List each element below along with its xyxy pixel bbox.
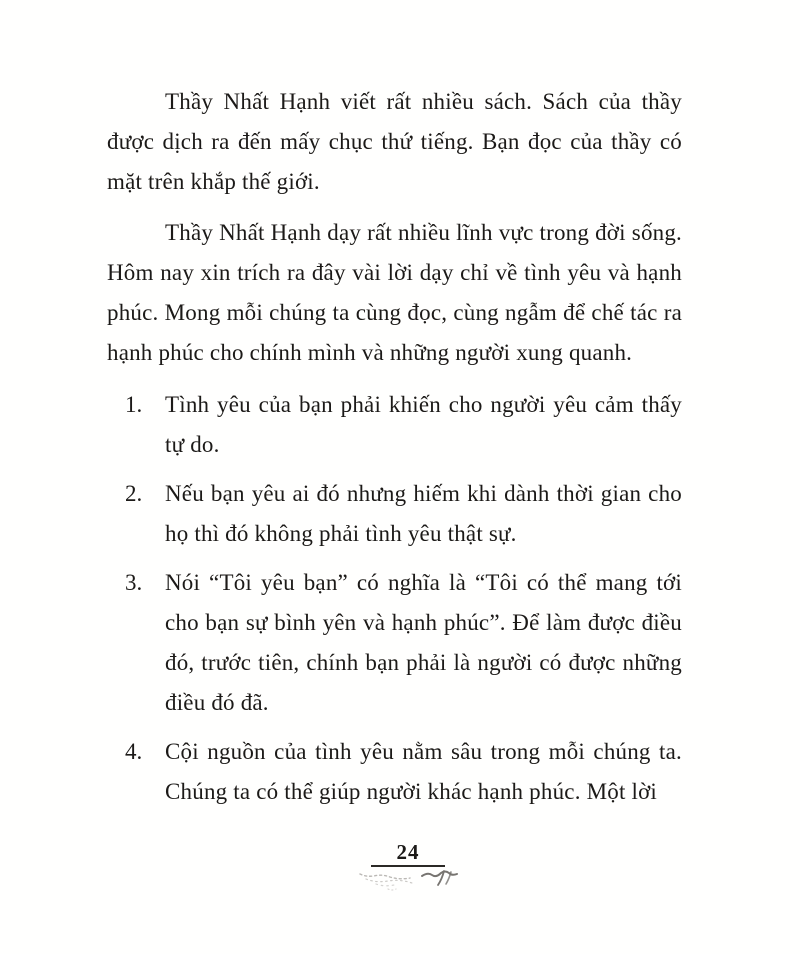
list-item-text: Tình yêu của bạn phải khiến cho người yêu cảm thấy tự do. <box>165 392 682 457</box>
page-footer <box>0 840 800 892</box>
list-item <box>125 732 682 812</box>
list-item-number: 1. <box>125 392 143 417</box>
paragraph-1: Thầy Nhất Hạnh viết rất nhiều sách. Sách của thầy được dịch ra đến mấy chục thứ tiếng. Bạn đọc của thầy có mặt trên khắp thế giới. <box>107 89 682 194</box>
list-item-text: Nói “Tôi yêu bạn” có nghĩa là “Tôi có thể mang tới cho bạn sự bình yên và hạnh phúc”. Để làm được điều đó, trước tiên, chính bạn phải là người có được những điều đó đã. <box>165 570 682 715</box>
list-item-number: 3. <box>125 570 143 595</box>
list-item-number: 4. <box>125 739 143 764</box>
list-item-text: Nếu bạn yêu ai đó nhưng hiếm khi dành thời gian cho họ thì đó không phải tình yêu thật sự. <box>165 481 682 546</box>
numbered-list <box>107 385 682 812</box>
flourish-decoration <box>358 868 462 892</box>
list-item-text: Cội nguồn của tình yêu nằm sâu trong mỗi chúng ta. Chúng ta có thể giúp người khác hạnh phúc. Một lời <box>165 739 682 804</box>
list-item <box>125 563 682 723</box>
list-item <box>125 474 682 554</box>
page-content <box>107 82 682 821</box>
list-item <box>125 385 682 465</box>
page-number: 24 <box>396 840 420 864</box>
list-item-number: 2. <box>125 481 143 506</box>
paragraph-2: Thầy Nhất Hạnh dạy rất nhiều lĩnh vực trong đời sống. Hôm nay xin trích ra đây vài lời dạy chỉ về tình yêu và hạnh phúc. Mong mỗi chúng ta cùng đọc, cùng ngẫm để chế tác ra hạnh phúc cho chính mình và những người xung quanh. <box>107 220 682 365</box>
page-number-rule <box>371 865 445 867</box>
